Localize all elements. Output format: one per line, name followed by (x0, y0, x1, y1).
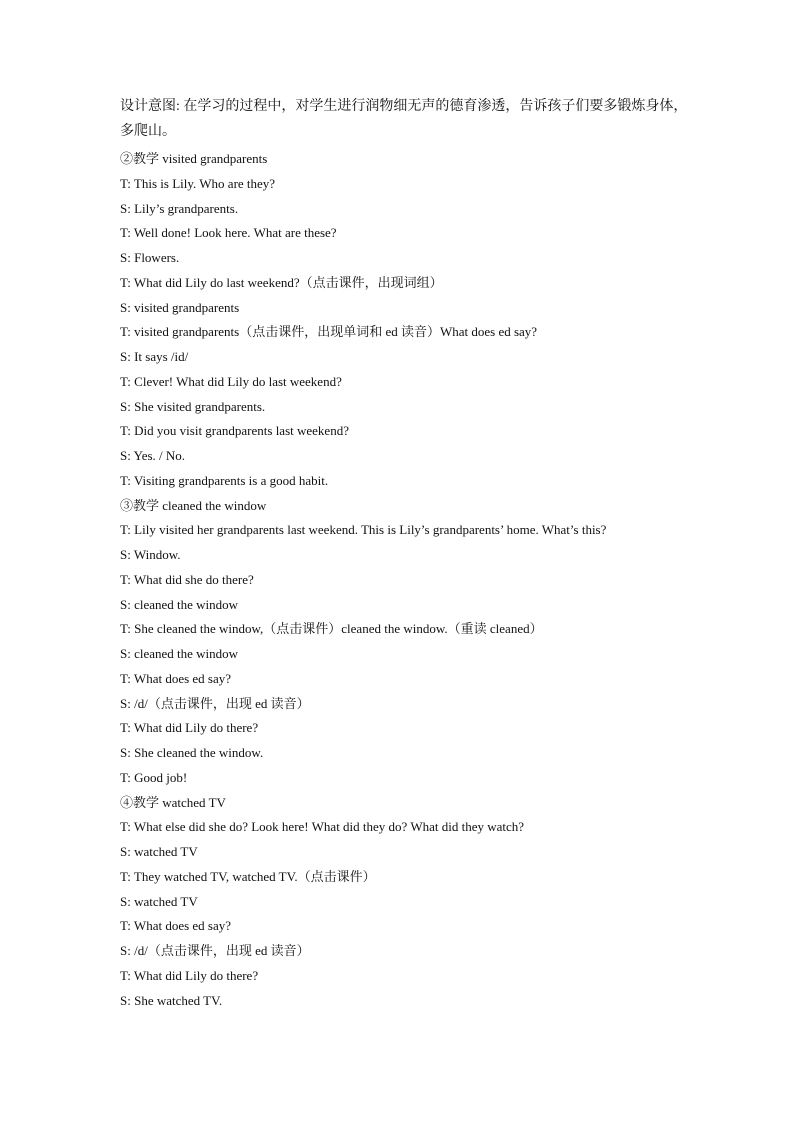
dialogue-line: T: They watched TV, watched TV.（点击课件） (120, 868, 376, 884)
dialogue-line: T: What else did she do? Look here! What did they do? What did they watch? (120, 819, 525, 835)
dialogue-line: ③教学 cleaned the window (120, 497, 267, 513)
dialogue-line: S: She visited grandparents. (120, 398, 266, 414)
dialogue-line: T: What does ed say? (120, 670, 232, 686)
dialogue-line: T: Lily visited her grandparents last weekend. This is Lily’s grandparents’ home. What’s this? (120, 522, 607, 538)
dialogue-line: S: Yes. / No. (120, 448, 186, 463)
dialogue-line: ②教学 visited grandparents (120, 151, 268, 166)
design-intent-line-2: 多爬山。 (120, 124, 176, 139)
design-intent-paragraph (120, 94, 700, 144)
dialogue-lines (120, 147, 700, 1013)
dialogue-line: T: What did Lily do there? (120, 967, 259, 983)
dialogue-line: T: Good job! (120, 769, 188, 785)
dialogue-line: T: Did you visit grandparents last weekend? (120, 423, 349, 439)
dialogue-line: T: What did Lily do there? (120, 720, 259, 736)
dialogue-line: S: Window. (120, 547, 181, 562)
dialogue-line: S: watched TV (120, 844, 198, 859)
dialogue-line: S: /d/（点击课件，出现 ed 读音） (120, 943, 310, 958)
dialogue-line: S: cleaned the window (120, 646, 239, 661)
dialogue-line: S: Flowers. (120, 250, 180, 265)
dialogue-line: S: She watched TV. (120, 992, 223, 1008)
design-intent-line-1: 设计意图: 在学习的过程中，对学生进行润物细无声的德育渗透，告诉孩子们要多锻炼身体， (120, 99, 688, 114)
dialogue-line: S: Lily’s grandparents. (120, 200, 239, 216)
dialogue-line: S: /d/（点击课件，出现 ed 读音） (120, 695, 310, 711)
dialogue-line: S: watched TV (120, 893, 198, 909)
dialogue-line: T: What did Lily do last weekend?（点击课件，出现词组） (120, 274, 443, 290)
document-page (120, 94, 700, 1013)
dialogue-line: T: Well done! Look here. What are these? (120, 225, 337, 241)
dialogue-line: S: It says /id/ (120, 349, 189, 364)
dialogue-line: T: Visiting grandparents is a good habit. (120, 472, 329, 488)
dialogue-line: T: What did she do there? (120, 571, 254, 587)
dialogue-line: T: visited grandparents（点击课件，出现单词和 ed 读音）What does ed say? (120, 324, 538, 340)
dialogue-line: T: She cleaned the window,（点击课件）cleaned the window.（重读 cleaned） (120, 621, 543, 637)
dialogue-line: S: visited grandparents (120, 299, 240, 315)
dialogue-line: S: cleaned the window (120, 596, 239, 612)
dialogue-line: S: She cleaned the window. (120, 745, 264, 760)
dialogue-line: ④教学 watched TV (120, 794, 226, 810)
dialogue-line: T: Clever! What did Lily do last weekend? (120, 373, 342, 389)
dialogue-line: T: What does ed say? (120, 918, 232, 934)
dialogue-line: T: This is Lily. Who are they? (120, 175, 276, 191)
